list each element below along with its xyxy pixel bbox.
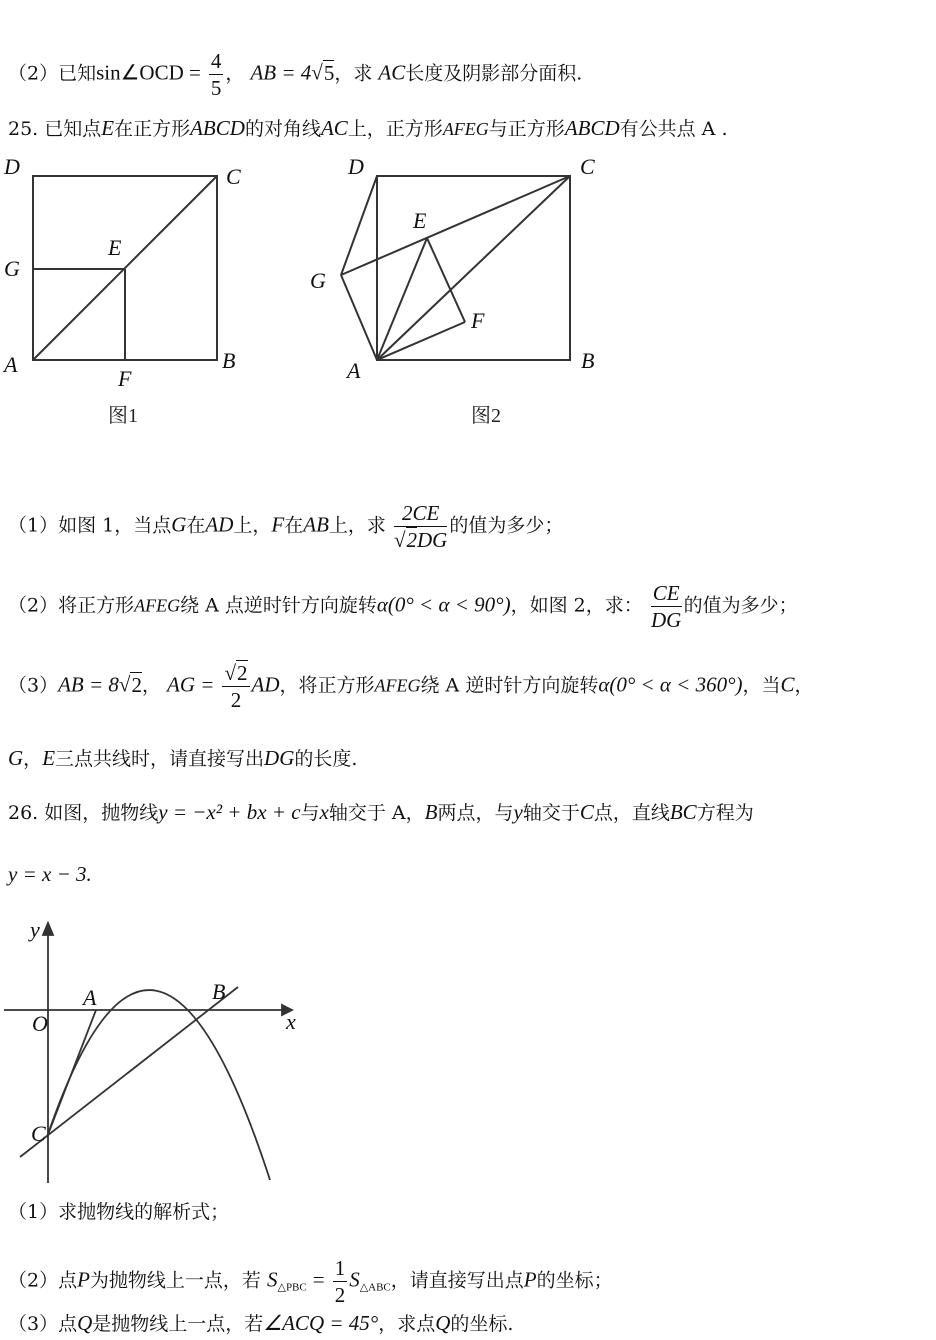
q25-part3: （3）AB = 8√2， AG = $\frac{√2}{2}$ AD，将正方形AFEG绕 A 逆时针方向旋转α(0° < α < 360°)，当C， xyxy=(8,661,814,712)
q25-part2: （2）将正方形AFEG绕 A 点逆时针方向旋转α(0° < α < 90°)，如图 2，求： $\frac{CE}{DG}$ 的值为多少； xyxy=(8,581,798,632)
fig3-label-y: y xyxy=(30,917,40,942)
figure-2 xyxy=(300,150,620,440)
fig1-label-a: A xyxy=(4,352,18,377)
fig1-label-c: C xyxy=(226,164,241,189)
fig2-label-b: B xyxy=(581,348,595,373)
fig3-label-x: x xyxy=(286,1009,296,1034)
fig1-caption: 图1 xyxy=(108,405,138,427)
q25-part1: （1）如图 1，当点G在AD上，F在AB上，求 $\frac{2CE}{√2DG}$ 的值为多少； xyxy=(8,501,564,552)
fig2-caption: 图2 xyxy=(471,405,501,427)
fig2-label-f: F xyxy=(471,308,485,333)
q25-part3-line2: G，E三点共线时，请直接写出DG的长度. xyxy=(8,746,358,770)
q24-part2: （2）已知sin∠OCD = $\frac{4}{5}$ ， AB = 4√5，求 AC长度及阴影部分面积. xyxy=(8,49,583,100)
q26-part1: （1）求抛物线的解析式； xyxy=(8,1201,230,1223)
fig2-label-e: E xyxy=(413,208,427,233)
figure-1 xyxy=(0,150,260,440)
fig2-label-d: D xyxy=(348,154,364,179)
q26-title: 26. 如图，抛物线y = −x² + bx + c与x轴交于 A，B两点，与y轴交于C点，直线BC方程为 xyxy=(8,800,754,824)
fig3-label-b: B xyxy=(212,979,226,1004)
fig1-label-f: F xyxy=(118,366,132,391)
fig1-label-d: D xyxy=(4,154,20,179)
fig3-label-o: O xyxy=(32,1011,48,1036)
fig1-label-b: B xyxy=(222,348,236,373)
q26-part2: （2）点P为抛物线上一点，若 $S_{\triangle PBC}$ = $\frac{1}{2}$ $S_{\triangle ABC}$，请直接写出点P的坐标； xyxy=(8,1256,613,1307)
fig2-label-a: A xyxy=(347,358,361,383)
q26-part3: （3）点Q是抛物线上一点，若∠ACQ = 45°，求点Q的坐标. xyxy=(8,1311,514,1335)
fig1-label-g: G xyxy=(4,256,20,281)
figure-parabola xyxy=(0,915,310,1185)
q25-title: 25. 已知点E在正方形ABCD的对角线AC上，正方形AFEG与正方形ABCD有公共点 A . xyxy=(8,116,728,140)
fig2-label-g: G xyxy=(310,268,326,293)
fig1-label-e: E xyxy=(108,235,122,260)
fig3-label-a: A xyxy=(83,985,97,1010)
fig3-label-c: C xyxy=(31,1121,46,1146)
q26-line2: y = x − 3. xyxy=(8,862,92,886)
fig2-label-c: C xyxy=(580,154,595,179)
